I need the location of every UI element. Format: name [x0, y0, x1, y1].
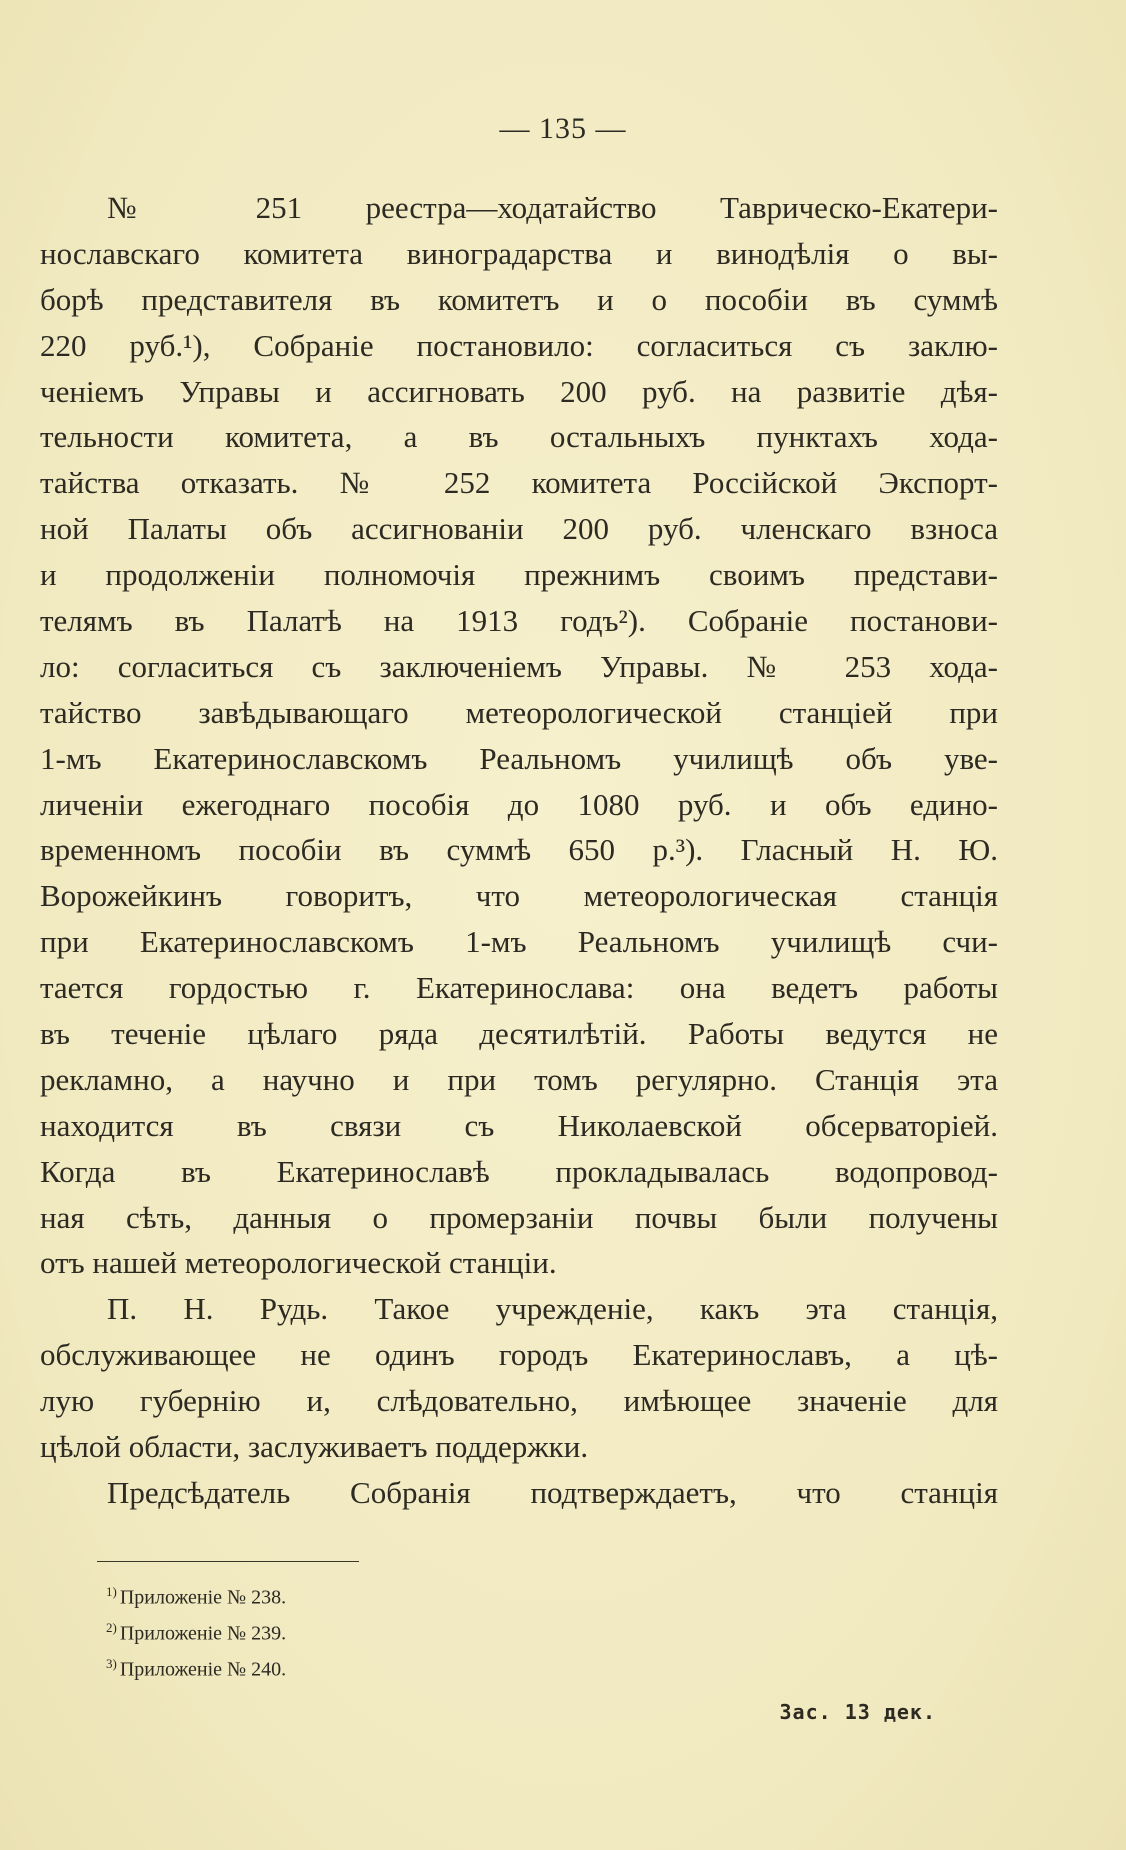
text-line: нославскаго комитета виноградарства и винодѣлія о вы-: [40, 235, 998, 271]
text-line: П. Н. Рудь. Такое учрежденіе, какъ эта станція,: [107, 1291, 998, 1327]
text-line: № 251 реестра—ходатайство Таврическо-Екатери-: [107, 190, 998, 225]
text-line: ная сѣть, данныя о промерзаніи почвы были получены: [40, 1199, 998, 1235]
text-line: тельности комитета, а въ остальныхъ пунктахъ хода-: [40, 419, 998, 455]
text-line: цѣлой области, заслуживаетъ поддержки.: [40, 1429, 589, 1465]
footnote: [106, 1574, 286, 1610]
text-line: 1-мъ Екатеринославскомъ Реальномъ училищѣ объ уве-: [40, 740, 998, 776]
footnote-mark: 3): [106, 1656, 117, 1671]
text-line: рекламно, а научно и при томъ регулярно. Станція эта: [40, 1061, 998, 1097]
footnote-text: Приложеніе № 239.: [119, 1622, 287, 1645]
text-line: временномъ пособіи въ суммѣ 650 р.³). Гласный Н. Ю.: [40, 832, 998, 868]
footnote-text: Приложеніе № 240.: [119, 1658, 287, 1681]
text-line: обслуживающее не одинъ городъ Екатеринославъ, а цѣ-: [40, 1337, 998, 1373]
text-line: тается гордостью г. Екатеринослава: она ведетъ работы: [40, 970, 998, 1006]
page-number: — 135 —: [499, 112, 627, 145]
text-line: при Екатеринославскомъ 1-мъ Реальномъ училищѣ счи-: [40, 924, 998, 960]
body-text: [40, 185, 998, 1516]
footnote: [106, 1646, 286, 1682]
text-line: Ворожейкинъ говоритъ, что метеорологическая станція: [40, 878, 998, 914]
text-line: тайство завѣдывающаго метеорологической станціей при: [40, 694, 998, 730]
text-line: находится въ связи съ Николаевской обсерваторіей.: [40, 1107, 998, 1143]
text-line: отъ нашей метеорологической станціи.: [40, 1245, 557, 1281]
text-line: и продолженіи полномочія прежнимъ своимъ представи-: [40, 557, 998, 593]
text-line: тайства отказать. № 252 комитета Россійской Экспорт-: [40, 465, 998, 501]
footnotes: [106, 1574, 286, 1682]
text-line: личеніи ежегоднаго пособія до 1080 руб. и объ едино-: [40, 786, 998, 822]
text-line: 220 руб.¹), Собраніе постановило: согласиться съ заклю-: [40, 327, 998, 363]
footnote-mark: 1): [106, 1584, 117, 1599]
text-line: ло: согласиться съ заключеніемъ Управы. № 253 хода-: [40, 648, 998, 684]
text-line: Предсѣдатель Собранія подтверждаетъ, что станція: [107, 1474, 998, 1510]
footnote-mark: 2): [106, 1620, 117, 1635]
footnote-divider: [97, 1561, 359, 1562]
text-line: телямъ въ Палатѣ на 1913 годъ²). Собраніе постанови-: [40, 603, 998, 639]
signature-mark: Зас. 13 дек.: [779, 1700, 936, 1724]
text-line: ченіемъ Управы и ассигновать 200 руб. на развитіе дѣя-: [40, 373, 998, 409]
text-line: лую губернію и, слѣдовательно, имѣющее значеніе для: [40, 1383, 998, 1419]
text-line: Когда въ Екатеринославѣ прокладывалась водопровод-: [40, 1153, 998, 1189]
footnote-text: Приложеніе № 238.: [119, 1586, 287, 1609]
text-line: ной Палаты объ ассигнованіи 200 руб. членскаго взноса: [40, 511, 998, 547]
footnote: [106, 1610, 286, 1646]
text-line: борѣ представителя въ комитетъ и о пособіи въ суммѣ: [40, 281, 998, 317]
text-line: въ теченіе цѣлаго ряда десятилѣтій. Работы ведутся не: [40, 1016, 998, 1052]
